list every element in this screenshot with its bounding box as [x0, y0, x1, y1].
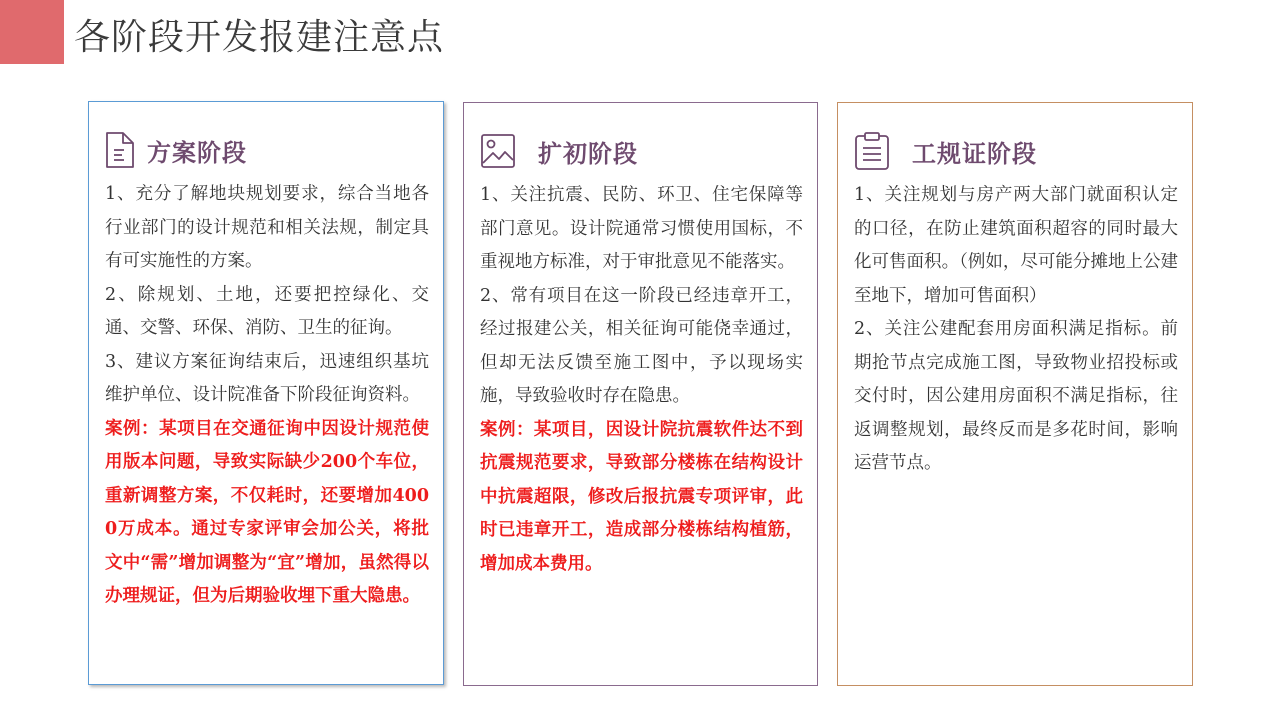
paragraph: 1、充分了解地块规划要求，综合当地各行业部门的设计规范和相关法规，制定具有可实施性的方案。 [105, 184, 429, 271]
paragraph: 1、关注规划与房产两大部门就面积认定的口径，在防止建筑面积超容的同时最大化可售面积。（例如，尽可能分摊地上公建至地下，增加可售面积） [854, 185, 1178, 306]
clipboard-icon [854, 131, 890, 171]
card-planning-permit-stage [837, 102, 1193, 686]
card-body [854, 179, 1178, 481]
card-preliminary-design-stage [463, 102, 818, 686]
paragraph: 1、关注抗震、民防、环卫、住宅保障等部门意见。设计院通常习惯使用国标，不重视地方标准，对于审批意见不能落实。 [480, 185, 803, 272]
image-icon [480, 133, 516, 169]
card-title: 扩初阶段 [538, 139, 638, 168]
paragraph: 2、常有项目在这一阶段已经违章开工，经过报建公关，相关征询可能侥幸通过，但却无法反馈至施工图中，予以现场实施，导致验收时存在隐患。 [480, 285, 803, 406]
card-header [480, 131, 803, 171]
paragraph: 2、关注公建配套用房面积满足指标。前期抢节点完成施工图，导致物业招投标或交付时，因公建用房面积不满足指标，往返调整规划，最终反而是多花时间，影响运营节点。 [854, 319, 1178, 473]
card-title: 工规证阶段 [912, 139, 1037, 168]
title-accent-block [0, 0, 64, 64]
page-title: 各阶段开发报建注意点 [74, 17, 445, 58]
card-scheme-stage [88, 101, 444, 685]
card-header [105, 130, 429, 170]
paragraph: 2、除规划、土地，还要把控绿化、交通、交警、环保、消防、卫生的征询。 [105, 284, 429, 338]
paragraph: 3、建议方案征询结束后，迅速组织基坑维护单位、设计院准备下阶段征询资料。 [105, 351, 429, 405]
card-title: 方案阶段 [147, 138, 247, 167]
case-study-text: 案例：某项目，因设计院抗震软件达不到抗震规范要求，导致部分楼栋在结构设计中抗震超限，修改后报抗震专项评审，此时已违章开工，造成部分楼栋结构植筋，增加成本费用。 [480, 419, 803, 574]
card-body [480, 179, 803, 581]
case-study-text: 案例：某项目在交通征询中因设计规范使用版本问题，导致实际缺少200个车位，重新调整方案，不仅耗时，还要增加4000万成本。通过专家评审会加公关，将批文中“需”增加调整为“宜”增加，虽然得以办理规证，但为后期验收埋下重大隐患。 [105, 418, 429, 606]
card-header [854, 131, 1178, 171]
document-icon [105, 131, 135, 169]
card-body [105, 178, 429, 614]
